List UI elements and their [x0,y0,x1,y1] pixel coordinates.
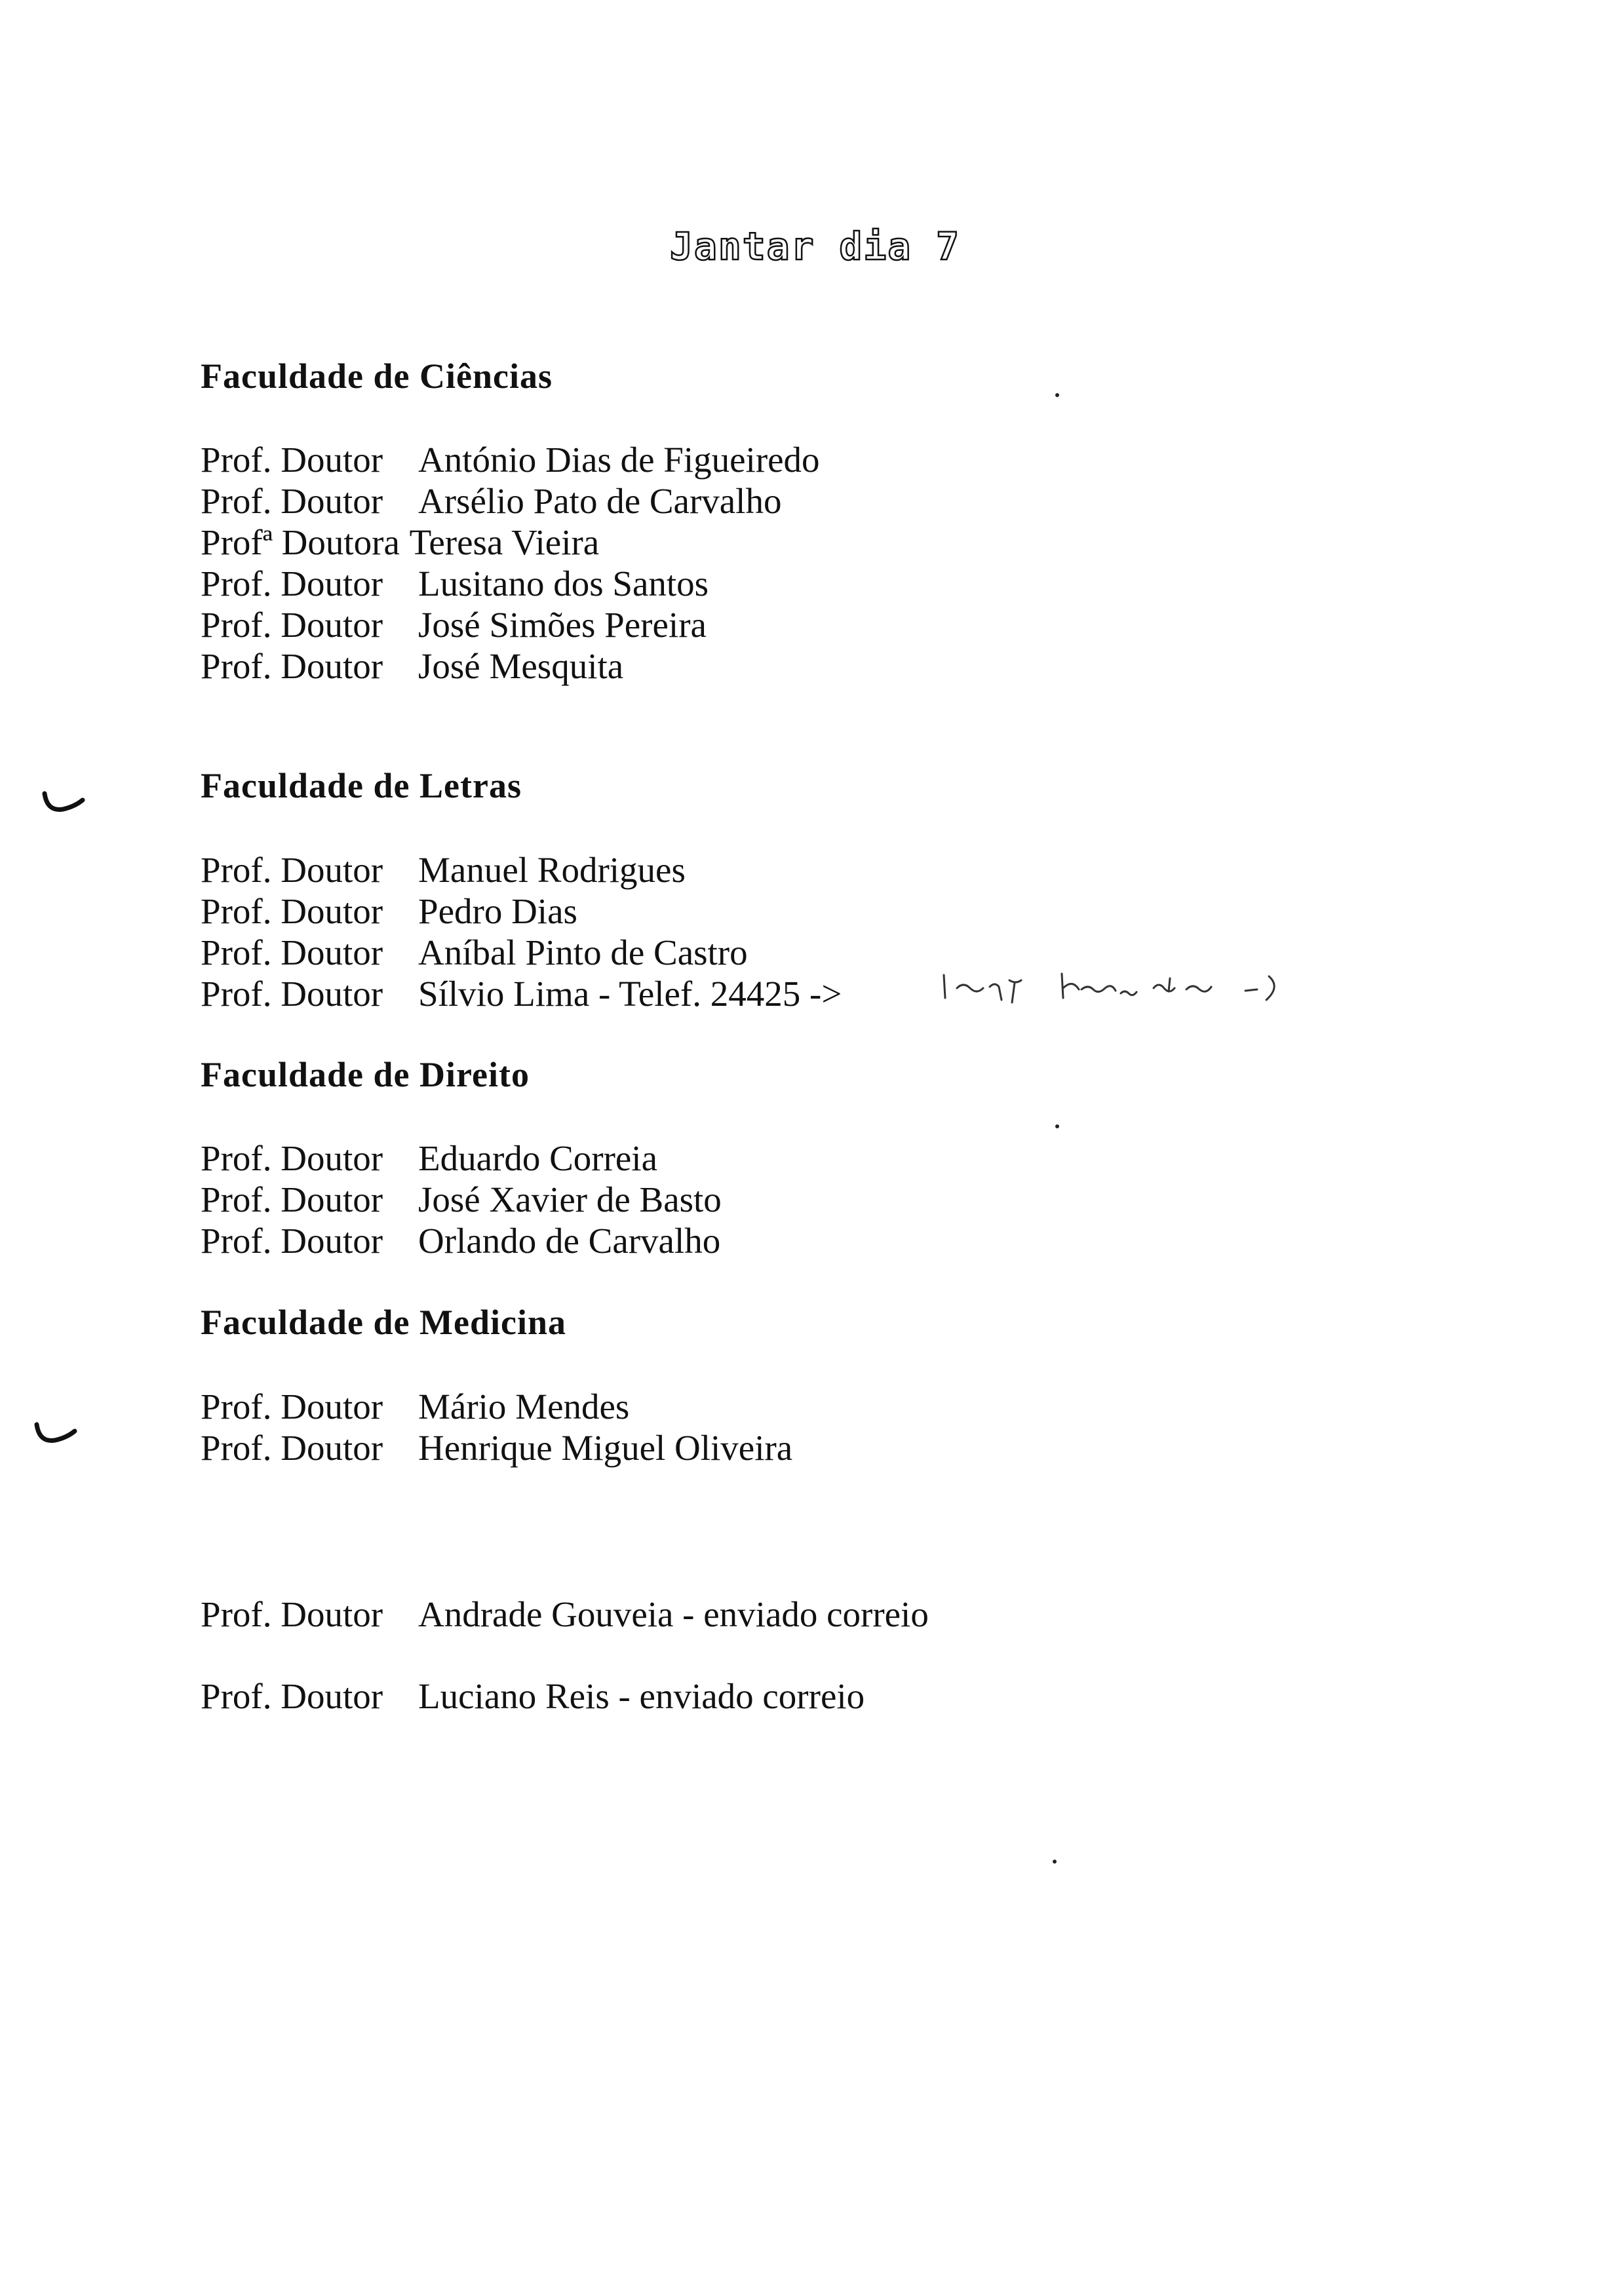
margin-check-icon [41,790,87,819]
item-role: Profª Doutora [201,522,400,562]
item-name: Luciano Reis - enviado correio [418,1676,865,1716]
item-role: Prof. Doutor [201,481,383,521]
item-role: Prof. Doutor [201,440,383,480]
item-role: Prof. Doutor [201,1594,383,1634]
handwriting-icon [878,962,1337,1008]
item-role: Prof. Doutor [201,850,383,890]
item-role: Prof. Doutor [201,1428,383,1468]
item-name: Eduardo Correia [418,1138,657,1178]
margin-check-icon [33,1421,79,1450]
section-heading-ciencias: Faculdade de Ciências [201,356,553,396]
item-role: Prof. Doutor [201,564,383,603]
list-item [201,1138,657,1179]
list-item [201,439,820,480]
page-title: Jantar dia 7 [670,224,961,269]
item-name: Aníbal Pinto de Castro [418,932,748,972]
item-name: Lusitano dos Santos [418,564,709,603]
list-item [201,1427,792,1468]
item-name: Manuel Rodrigues [418,850,686,890]
section-heading-medicina: Faculdade de Medicina [201,1303,566,1342]
list-item [201,563,709,604]
item-role: Prof. Doutor [201,646,383,686]
list-item [201,645,623,687]
item-role: Prof. Doutor [201,605,383,645]
item-role: Prof. Doutor [201,1179,383,1219]
list-item [201,932,748,973]
item-name: Pedro Dias [418,891,577,931]
list-item [201,1179,722,1220]
item-name: José Xavier de Basto [418,1179,722,1219]
list-item [201,1386,629,1427]
item-name: Teresa Vieira [409,522,600,562]
section-heading-direito: Faculdade de Direito [201,1055,530,1094]
list-item [201,849,686,890]
item-name: Henrique Miguel Oliveira [418,1428,793,1468]
stray-dot [1053,1860,1057,1864]
stray-dot [1055,393,1059,397]
list-item [201,1594,929,1635]
list-item [201,1675,865,1717]
list-item [201,890,577,932]
item-role: Prof. Doutor [201,932,383,972]
handwritten-note [878,962,1337,1008]
item-name: Mário Mendes [418,1387,630,1426]
item-name: José Mesquita [418,646,624,686]
item-role: Prof. Doutor [201,891,383,931]
item-name: Arsélio Pato de Carvalho [418,481,782,521]
item-name: António Dias de Figueiredo [418,440,820,480]
list-item [201,522,599,563]
list-item [201,1220,720,1261]
item-role: Prof. Doutor [201,974,383,1014]
item-role: Prof. Doutor [201,1221,383,1261]
item-role: Prof. Doutor [201,1676,383,1716]
section-heading-letras: Faculdade de Letras [201,766,522,805]
list-item [201,480,781,522]
list-item [201,973,842,1014]
list-item [201,604,707,645]
item-name: José Simões Pereira [418,605,707,645]
item-name: Sílvio Lima - Telef. 24425 -> [418,974,842,1014]
stray-dot [1055,1124,1059,1128]
item-name: Orlando de Carvalho [418,1221,721,1261]
item-role: Prof. Doutor [201,1138,383,1178]
item-name: Andrade Gouveia - enviado correio [418,1594,929,1634]
item-role: Prof. Doutor [201,1387,383,1426]
